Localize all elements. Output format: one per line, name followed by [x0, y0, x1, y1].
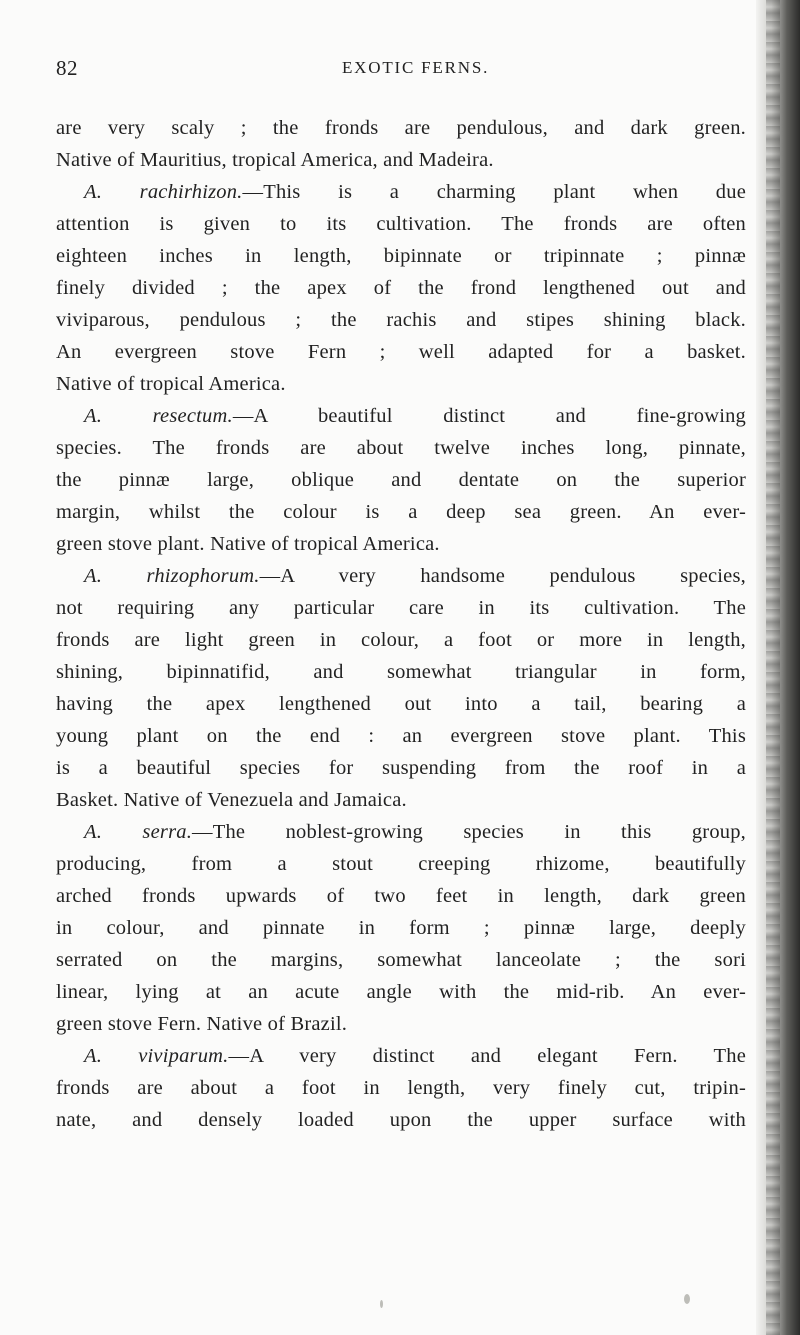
line-text: shining, bipinnatifid, and somewhat triangular in form, [56, 661, 746, 683]
text-line [56, 752, 746, 784]
text-line [56, 208, 746, 240]
line-text: species. The fronds are about twelve inches long, pinnate, [56, 437, 746, 459]
line-text: —A very distinct and elegant Fern. The [228, 1045, 747, 1067]
line-text: not requiring any particular care in its cultivation. The [56, 597, 746, 619]
page-header [56, 56, 736, 86]
line-text: producing, from a stout creeping rhizome, beautifully [56, 853, 746, 875]
species-name: A. serra. [84, 821, 193, 843]
line-text: fronds are about a foot in length, very finely cut, tripin- [56, 1077, 746, 1099]
text-line [56, 1008, 746, 1040]
line-text: arched fronds upwards of two feet in length, dark green [56, 885, 746, 907]
line-text: An evergreen stove Fern ; well adapted for a basket. [56, 341, 746, 363]
line-text: serrated on the margins, somewhat lanceolate ; the sori [56, 949, 746, 971]
text-line [56, 1040, 746, 1072]
text-line [56, 304, 746, 336]
species-name: A. rachirhizon. [84, 181, 243, 203]
text-line [56, 720, 746, 752]
line-text: eighteen inches in length, bipinnate or tripinnate ; pinnæ [56, 245, 746, 267]
text-line [56, 112, 746, 144]
line-text: is a beautiful species for suspending from the roof in a [56, 757, 746, 779]
text-line [56, 1072, 746, 1104]
page-number: 82 [56, 56, 78, 80]
paper-speck [380, 1300, 383, 1308]
text-line [56, 912, 746, 944]
species-name: A. rhizophorum. [84, 565, 260, 587]
text-line [56, 464, 746, 496]
text-line [56, 816, 746, 848]
text-line [56, 688, 746, 720]
line-text: Basket. Native of Venezuela and Jamaica. [56, 789, 407, 811]
line-text: —This is a charming plant when due [242, 181, 746, 203]
line-text: —A very handsome pendulous species, [259, 565, 746, 587]
text-line [56, 176, 746, 208]
text-line [56, 592, 746, 624]
text-line [56, 976, 746, 1008]
species-name: A. viviparum. [84, 1045, 229, 1067]
line-text: margin, whilst the colour is a deep sea green. An ever- [56, 501, 746, 523]
text-line [56, 944, 746, 976]
text-line [56, 528, 746, 560]
line-text: —The noblest-growing species in this group, [192, 821, 747, 843]
text-line [56, 272, 746, 304]
running-head: EXOTIC FERNS. [342, 58, 490, 77]
text-line [56, 784, 746, 816]
line-text: viviparous, pendulous ; the rachis and stipes shining black. [56, 309, 746, 331]
line-text: attention is given to its cultivation. The fronds are often [56, 213, 746, 235]
text-line [56, 496, 746, 528]
line-text: Native of Mauritius, tropical America, and Madeira. [56, 149, 494, 171]
text-line [56, 848, 746, 880]
line-text: the pinnæ large, oblique and dentate on the superior [56, 469, 746, 491]
text-line [56, 560, 746, 592]
text-line [56, 656, 746, 688]
line-text: having the apex lengthened out into a tail, bearing a [56, 693, 746, 715]
text-line [56, 336, 746, 368]
text-line [56, 432, 746, 464]
text-line [56, 1104, 746, 1136]
line-text: nate, and densely loaded upon the upper surface with [56, 1109, 746, 1131]
text-line [56, 368, 746, 400]
line-text: green stove plant. Native of tropical America. [56, 533, 440, 555]
line-text: —A beautiful distinct and fine-growing [232, 405, 746, 427]
body-text [56, 112, 746, 1136]
line-text: fronds are light green in colour, a foot or more in length, [56, 629, 746, 651]
line-text: Native of tropical America. [56, 373, 286, 395]
text-line [56, 880, 746, 912]
line-text: finely divided ; the apex of the frond lengthened out and [56, 277, 746, 299]
page-edge-shadow [756, 0, 800, 1335]
line-text: linear, lying at an acute angle with the mid-rib. An ever- [56, 981, 746, 1003]
text-line [56, 400, 746, 432]
text-line [56, 624, 746, 656]
line-text: green stove Fern. Native of Brazil. [56, 1013, 348, 1035]
text-line [56, 144, 746, 176]
text-line [56, 240, 746, 272]
species-name: A. resectum. [84, 405, 233, 427]
line-text: young plant on the end : an evergreen stove plant. This [56, 725, 746, 747]
paper-speck [684, 1294, 690, 1304]
line-text: are very scaly ; the fronds are pendulous, and dark green. [56, 117, 746, 139]
line-text: in colour, and pinnate in form ; pinnæ large, deeply [56, 917, 746, 939]
